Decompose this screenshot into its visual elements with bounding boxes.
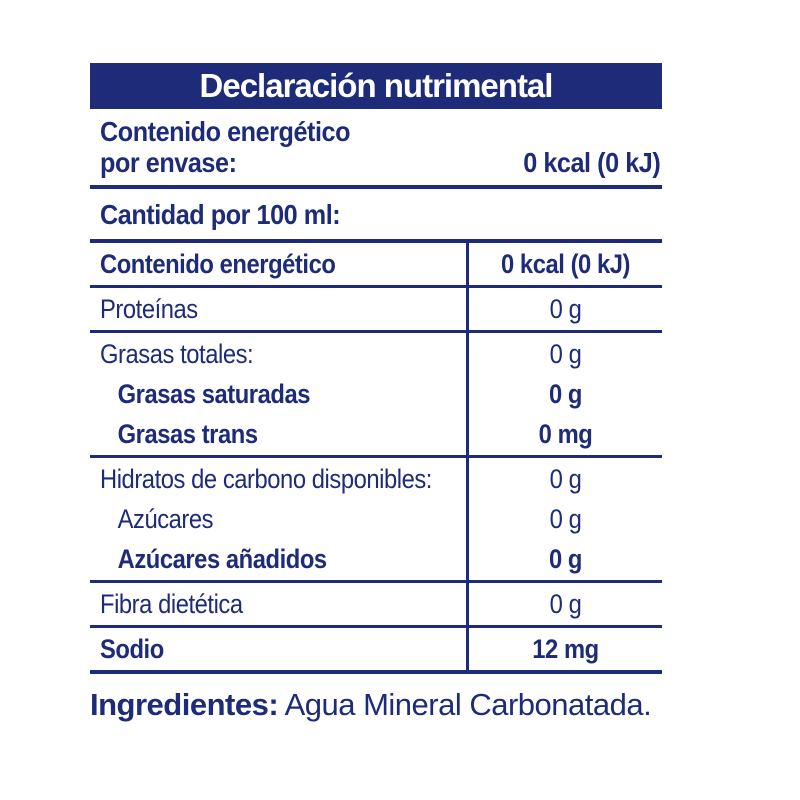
row-protein-labels: [90, 288, 466, 330]
nutrient-label: Contenido energético: [100, 249, 336, 279]
nutrient-value: 0 g: [549, 504, 582, 534]
ingredients-line: [90, 687, 662, 723]
nutrient-value: 0 mg: [538, 419, 593, 449]
nutrient-value: 0 g: [549, 339, 582, 369]
row-sodium-values: [466, 628, 662, 670]
nutrient-value: 0 kcal (0 kJ): [500, 249, 631, 279]
nutrient-label: Azúcares añadidos: [117, 544, 327, 574]
nutrient-value: 0 g: [548, 544, 582, 574]
nutrient-value: 0 g: [549, 294, 582, 324]
row-fats-values: [466, 333, 662, 455]
row-carbs-values: [466, 458, 662, 580]
row-fiber-values: [466, 583, 662, 625]
nutrient-value: 0 g: [548, 379, 582, 409]
row-energy-labels: [90, 243, 466, 285]
ingredients-value: Agua Mineral Carbonatada.: [284, 687, 652, 722]
row-fats: [90, 333, 662, 458]
row-protein: [90, 288, 662, 333]
row-sodium-labels: [90, 628, 466, 670]
nutrition-label: [90, 63, 662, 723]
row-fats-labels: [90, 333, 466, 455]
nutrient-label: Proteínas: [100, 294, 198, 324]
nutrient-label: Grasas trans: [117, 419, 258, 449]
nutrient-value: 0 g: [549, 589, 582, 619]
row-energy-values: [466, 243, 662, 285]
header-bar: [90, 63, 662, 109]
row-sodium: [90, 628, 662, 670]
nutrient-label: Grasas totales:: [100, 339, 254, 369]
nutrient-label: Grasas saturadas: [117, 379, 311, 409]
nutrient-label: Fibra dietética: [100, 589, 243, 619]
nutrient-label: Hidratos de carbono disponibles:: [100, 464, 432, 494]
nutrient-label: Azúcares: [117, 504, 214, 534]
nutrition-table: [90, 239, 662, 674]
per-package-label-line2: por envase:: [100, 147, 237, 178]
nutrient-label: Sodio: [100, 634, 164, 664]
ingredients-label: Ingredientes:: [90, 687, 279, 722]
serving-heading-text: Cantidad por 100 ml:: [100, 199, 341, 230]
nutrient-value: 12 mg: [532, 634, 599, 664]
row-protein-values: [466, 288, 662, 330]
per-package-label-line1: Contenido energético: [100, 116, 351, 147]
per-package-label: [100, 116, 378, 178]
row-carbs-labels: [90, 458, 466, 580]
row-fiber: [90, 583, 662, 628]
row-fiber-labels: [90, 583, 466, 625]
row-carbs: [90, 458, 662, 583]
row-energy: [90, 243, 662, 288]
per-package-section: [90, 109, 662, 185]
header-title: Declaración nutrimental: [199, 67, 553, 104]
nutrient-value: 0 g: [549, 464, 582, 494]
serving-heading: [90, 189, 662, 239]
per-package-value: 0 kcal (0 kJ): [522, 147, 660, 178]
